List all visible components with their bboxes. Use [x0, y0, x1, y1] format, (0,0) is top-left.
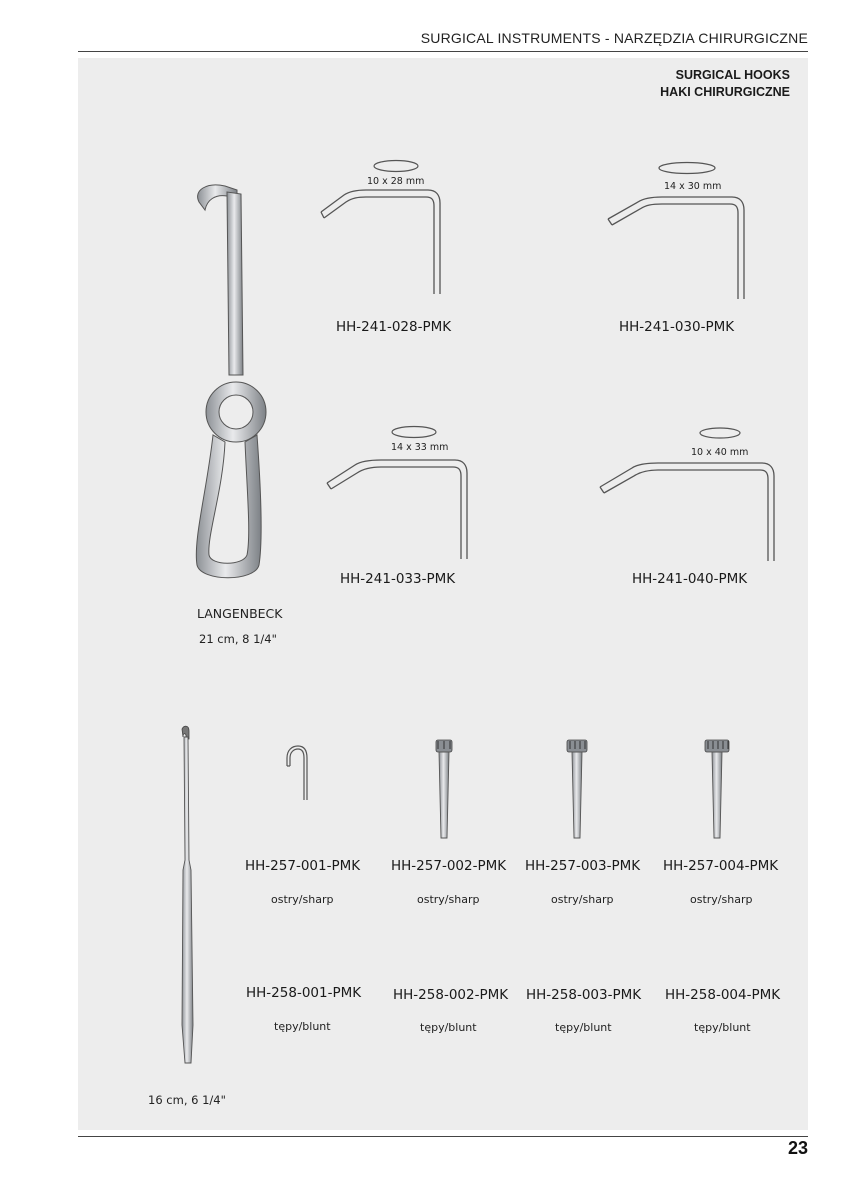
section-title — [660, 67, 790, 101]
blade-profile-image — [318, 188, 443, 298]
blade-dimension: 10 x 40 mm — [691, 447, 749, 458]
blade-profile-image — [604, 193, 749, 303]
langenbeck-name: LANGENBECK — [197, 606, 283, 621]
langenbeck-retractor-image — [185, 180, 275, 580]
blade-dimension: 14 x 33 mm — [391, 442, 449, 453]
blade-code: HH-241-040-PMK — [632, 571, 748, 587]
blunt-hook-desc: tępy/blunt — [274, 1020, 331, 1033]
page-header-title: SURGICAL INSTRUMENTS - NARZĘDZIA CHIRURGICZNE — [420, 30, 808, 46]
blade-dimension: 14 x 30 mm — [664, 181, 722, 192]
sharp-hook-desc: ostry/sharp — [417, 893, 480, 906]
header-rule — [78, 51, 808, 52]
sharp-hook-code: HH-257-002-PMK — [391, 858, 507, 874]
small-hook-full-image — [170, 725, 200, 1070]
sharp-hook-desc: ostry/sharp — [271, 893, 334, 906]
small-hooks-size: 16 cm, 6 1/4" — [148, 1093, 226, 1107]
blade-code: HH-241-033-PMK — [340, 571, 456, 587]
blunt-hook-code: HH-258-003-PMK — [526, 987, 642, 1003]
blade-ellipse-icon — [372, 158, 422, 174]
blade-code: HH-241-030-PMK — [619, 319, 735, 335]
blunt-hook-desc: tępy/blunt — [420, 1021, 477, 1034]
section-title-pl: HAKI CHIRURGICZNE — [660, 85, 790, 99]
hook-3-prong-image — [565, 738, 591, 840]
page-number: 23 — [787, 1138, 808, 1158]
blade-profile-image — [323, 453, 473, 563]
blunt-hook-desc: tępy/blunt — [555, 1021, 612, 1034]
sharp-hook-code: HH-257-003-PMK — [525, 858, 641, 874]
langenbeck-size: 21 cm, 8 1/4" — [199, 632, 277, 646]
blade-dimension: 10 x 28 mm — [367, 176, 425, 187]
sharp-hook-code: HH-257-001-PMK — [245, 858, 361, 874]
section-title-en: SURGICAL HOOKS — [675, 68, 790, 82]
sharp-hook-code: HH-257-004-PMK — [663, 858, 779, 874]
hook-4-prong-image — [704, 738, 732, 840]
sharp-hook-desc: ostry/sharp — [551, 893, 614, 906]
blunt-hook-code: HH-258-001-PMK — [246, 985, 362, 1001]
blade-profile-image — [596, 457, 781, 567]
sharp-hook-desc: ostry/sharp — [690, 893, 753, 906]
footer-rule — [78, 1136, 808, 1137]
hook-2-prong-image — [432, 738, 456, 840]
blunt-hook-code: HH-258-002-PMK — [393, 987, 509, 1003]
blade-ellipse-icon — [698, 425, 744, 441]
blade-ellipse-icon — [390, 424, 440, 440]
blade-code: HH-241-028-PMK — [336, 319, 452, 335]
blunt-hook-desc: tępy/blunt — [694, 1021, 751, 1034]
hook-1-prong-image — [283, 744, 313, 802]
blade-ellipse-icon — [657, 160, 719, 176]
blunt-hook-code: HH-258-004-PMK — [665, 987, 781, 1003]
